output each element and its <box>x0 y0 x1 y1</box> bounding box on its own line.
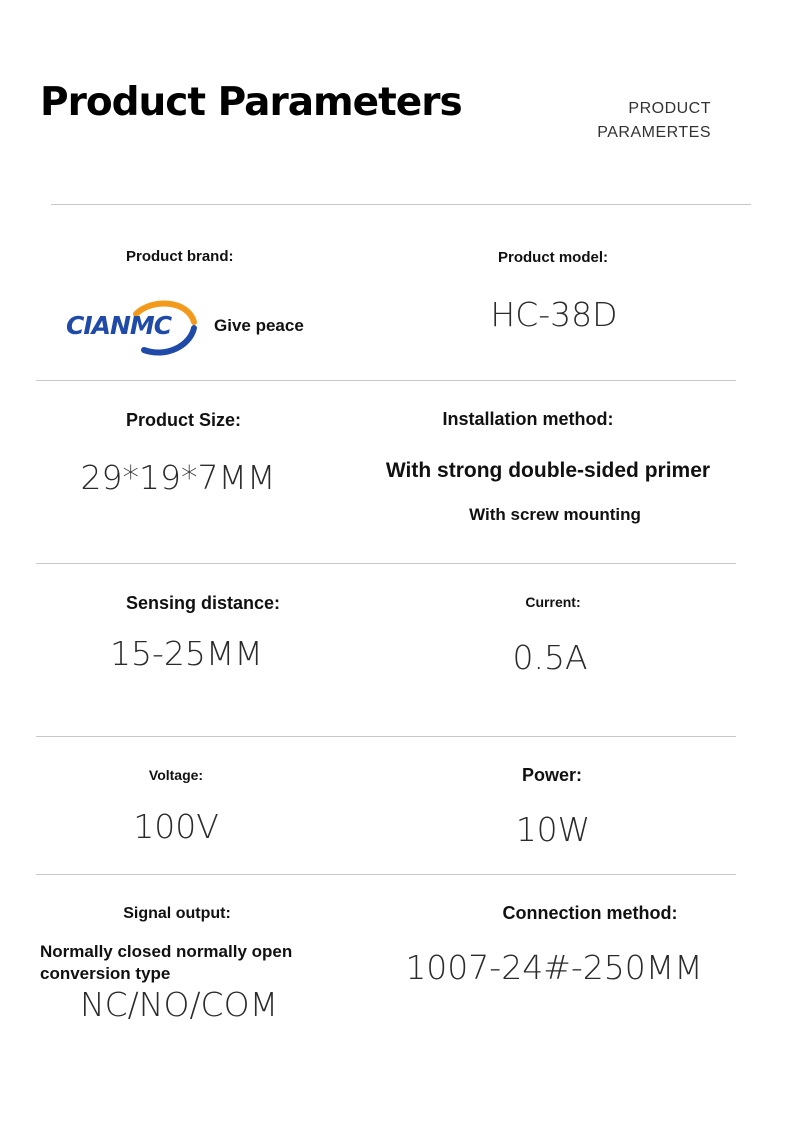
svg-text:CIANMC: CIANMC <box>66 311 172 340</box>
signal-label: Signal output: <box>123 905 231 922</box>
voltage-label: Voltage: <box>148 767 204 783</box>
brand-label: Product brand: <box>126 248 234 265</box>
signal-description <box>40 941 340 985</box>
size-label: Product Size: <box>126 410 242 430</box>
divider-top <box>51 204 751 205</box>
model-value: HC-38D <box>490 295 618 334</box>
subtitle-line-1: PRODUCT <box>628 100 711 117</box>
connection-value: 1007-24#-250MM <box>405 948 703 987</box>
brand-logo <box>66 298 198 356</box>
divider-row-1 <box>36 380 736 381</box>
page-title: Product Parameters <box>40 80 462 125</box>
divider-row-2 <box>36 563 736 564</box>
model-label: Product model: <box>497 249 609 266</box>
signal-description-line-2: conversion type <box>40 964 171 983</box>
signal-value: NC/NO/COM <box>79 985 279 1024</box>
installation-label: Installation method: <box>442 409 614 429</box>
divider-row-4 <box>36 874 736 875</box>
connection-label: Connection method: <box>502 903 678 923</box>
sensing-label: Sensing distance: <box>126 593 281 613</box>
power-value: 10W <box>515 810 591 849</box>
divider-row-3 <box>36 736 736 737</box>
size-value: 29*19*7MM <box>80 458 276 497</box>
brand-tagline: Give peace <box>214 316 304 335</box>
voltage-value: 100V <box>133 807 219 846</box>
signal-description-line-1: Normally closed normally open <box>40 942 293 961</box>
current-value: 0.5A <box>512 638 588 677</box>
subtitle-line-2: PARAMERTES <box>597 124 711 141</box>
current-label: Current: <box>525 594 581 610</box>
page-subtitle <box>597 97 711 145</box>
installation-line-2: With screw mounting <box>469 505 641 524</box>
sensing-value: 15-25MM <box>110 634 263 673</box>
installation-line-1: With strong double-sided primer <box>385 459 711 482</box>
power-label: Power: <box>521 765 583 785</box>
